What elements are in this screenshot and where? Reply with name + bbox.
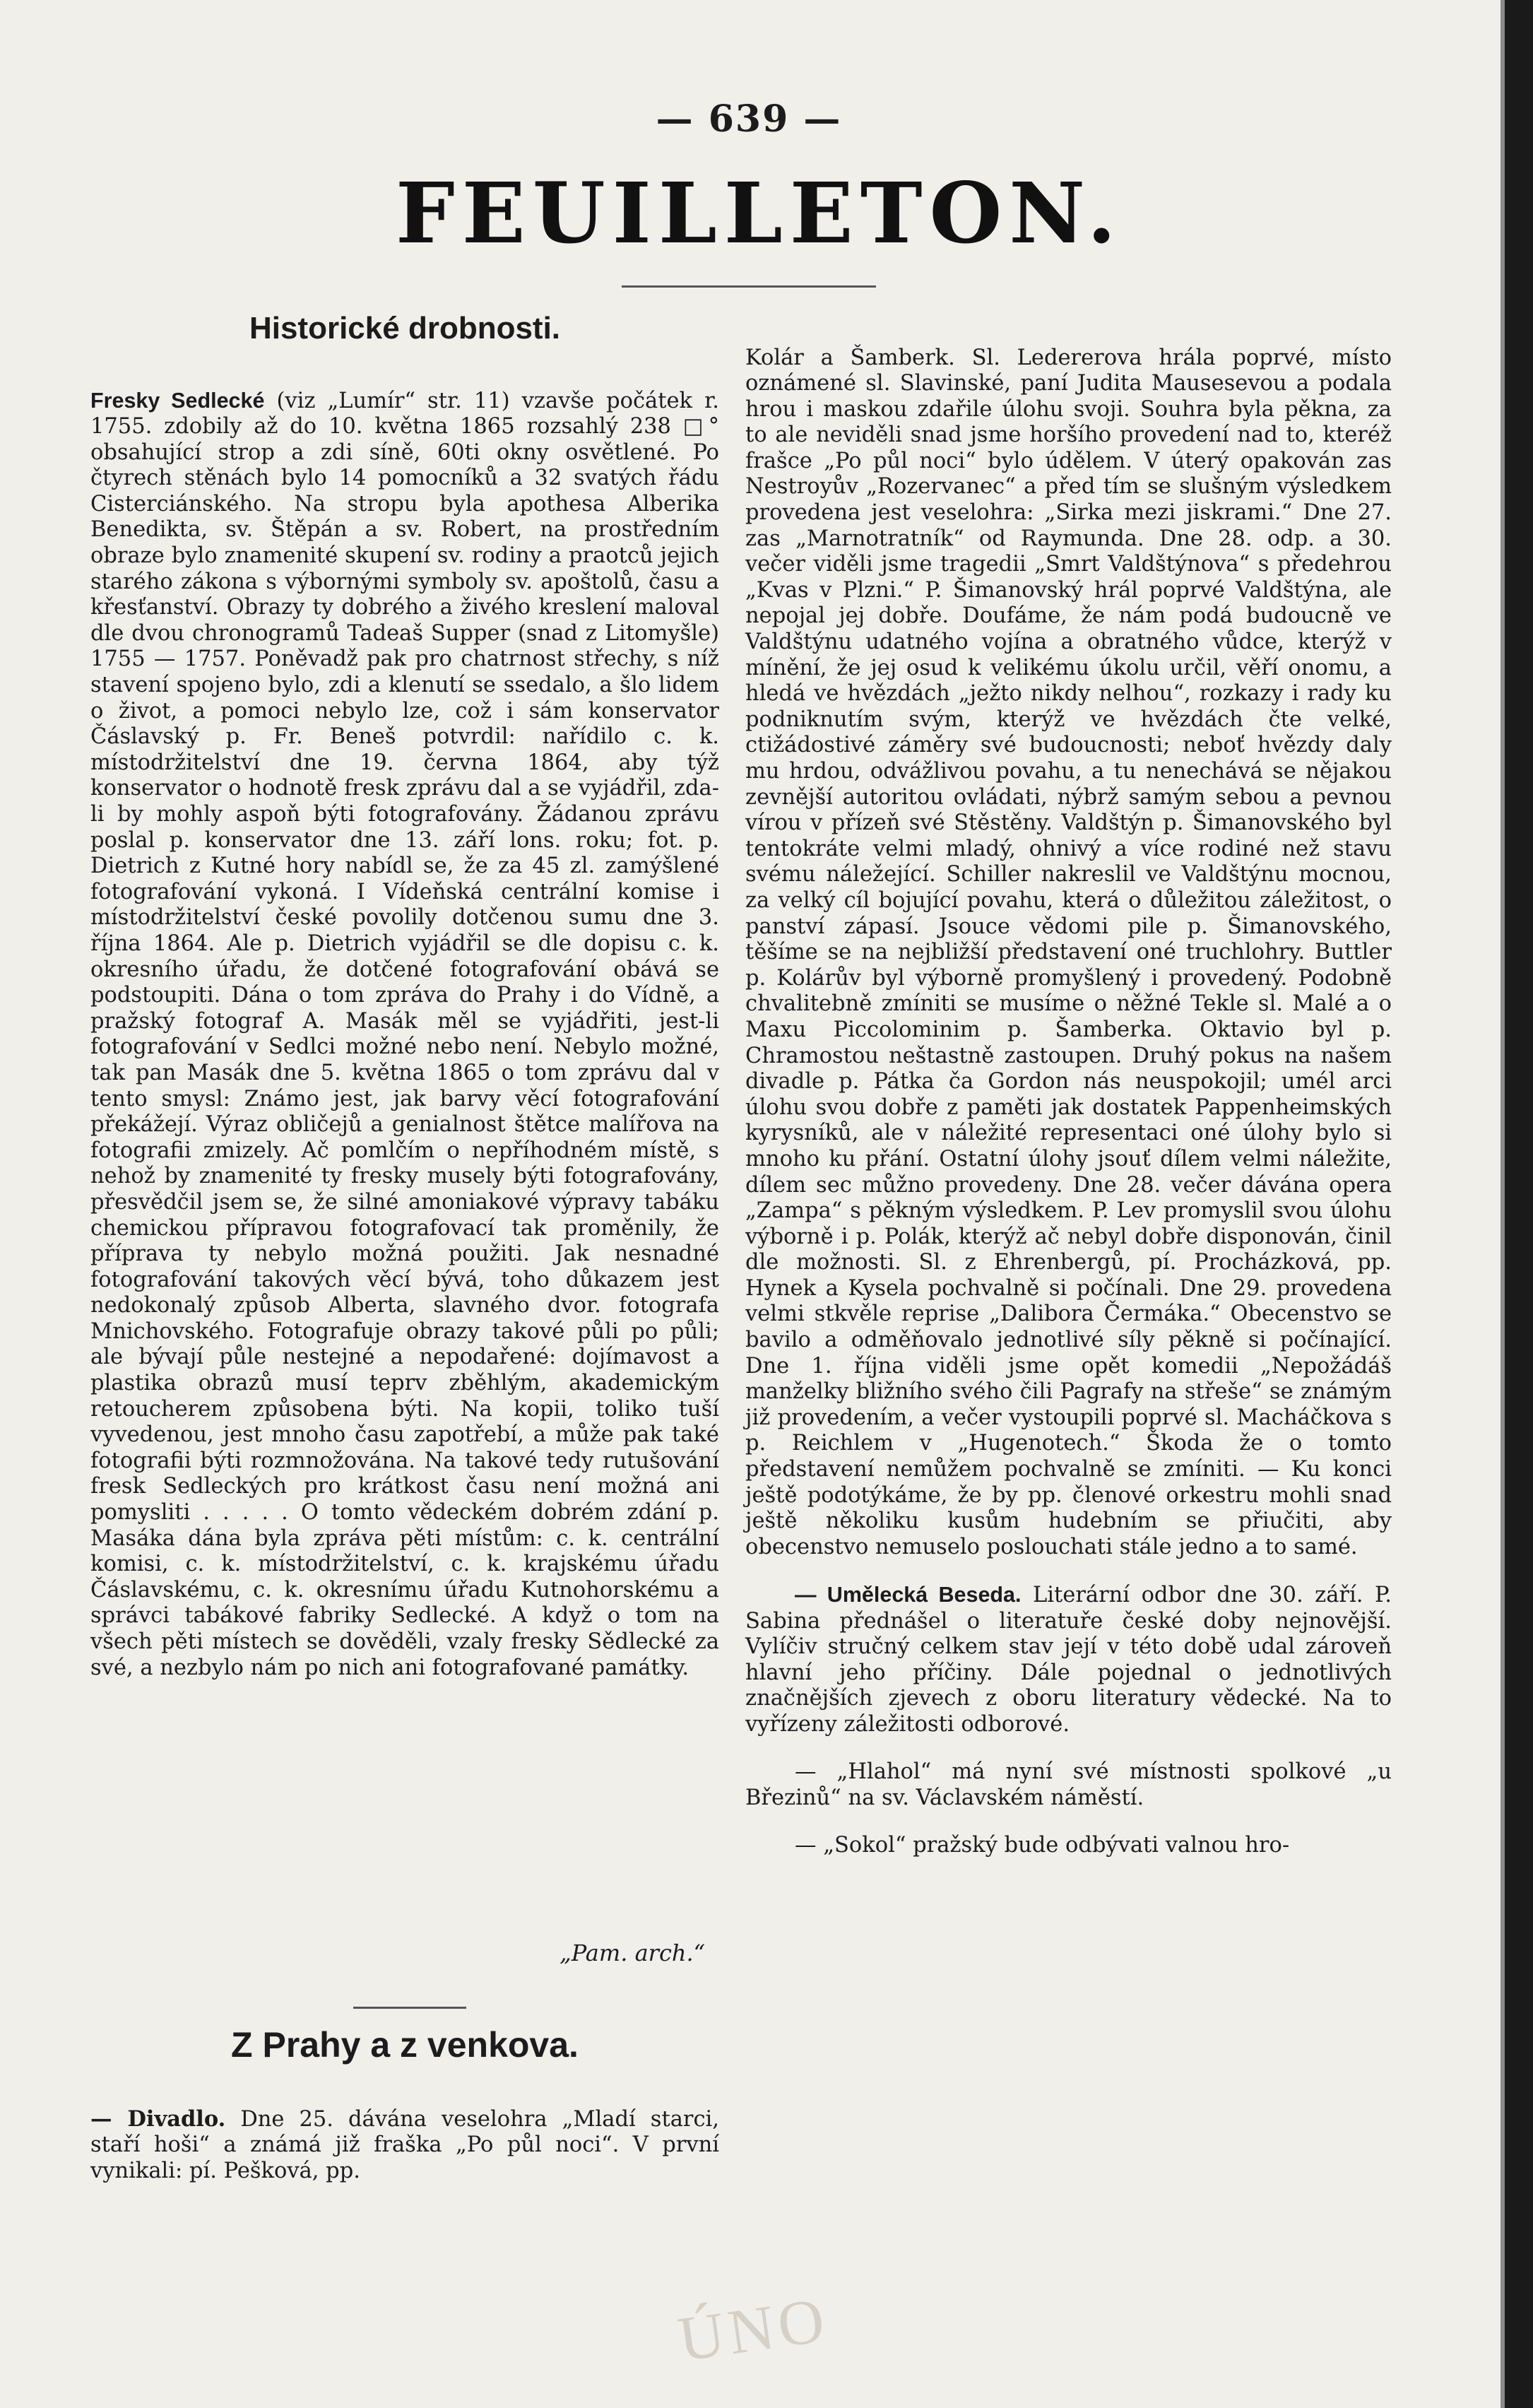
page-number: — 639 — (656, 98, 842, 141)
article-signature: „Pam. arch.“ (560, 1940, 705, 1966)
faded-stamp: ÚNO (674, 2284, 833, 2375)
article-paragraph-hlahol: — „Hlahol“ má nyní své místnosti spolkové „u Březinů“ na sv. Václavském náměstí. (745, 1759, 1392, 1810)
article-lead-fresky: Fresky Sedlecké (90, 388, 265, 413)
article-lead-umelecka-beseda: — Umělecká Beseda. (795, 1582, 1022, 1607)
article-paragraph-beseda (745, 1582, 1392, 1738)
article-historicke-drobnosti-body (90, 366, 719, 1703)
article-heading-historicke-drobnosti: Historické drobnosti. (249, 311, 561, 346)
article-divadlo-start (90, 2084, 719, 2206)
article-text-divadlo-left: Dne 25. dávána veselohra „Mladí starci, staří hoši“ a známá již fraška „Po půl noci“. V první vynikali: pí. Pešková, pp. (90, 2106, 719, 2183)
article-text-umelecka-beseda: Literární odbor dne 30. září. P. Sabina přednášel o literatuře české doby nejnovější. Vylíčiv stručný celkem stav její v této době udal zároveň hlavní jeho příčiny. Dále pojednal o jednotlivých značnějších zjevech z oboru literatury vědecké. Na to vyřízeny záležitosti odborové. (745, 1582, 1392, 1737)
article-paragraph-sokol: — „Sokol“ pražský bude odbývati valnou hro- (795, 1832, 1290, 1858)
article-text-divadlo-right: Kolár a Šamberk. Sl. Ledererova hrála poprvé, místo oznámené sl. Slavinské, paní Judita Mausesevou a podala hrou i maskou zdařile úlohu svoji. Souhra byla pěkna, za to ale neviděli snad jsme horšího provedení nad to, kteréž frašce „Po půl noci“ bylo údělem. V úterý opakován zas Nestroyův „Rozervanec“ a před tím se slušným výsledkem provedena jest veselohra: „Sirka mezi jiskrami.“ Dne 27. zas „Marnotratník“ od Raymunda. Dne 28. odp. a 30. večer viděli jsme tragedii „Smrt Valdštýnova“ s předehrou „Kvas v Plzni.“ P. Šimanovský hrál poprvé Valdštýna, ale nepojal jej dobře. Doufáme, že nám podá budoucně ve Valdštýnu udatného vojína a obratného vůdce, kterýž v mínění, že jej osud k velikému úkolu určil, věří onomu, a hledá ve hvězdách „ježto nikdy nelhou“, rozkazy i rady ku podniknutím svým, kterýž ve hvězdách čte velké, ctižádostivé záměry své budoucnosti; neboť hvězdy daly mu hrdou, odvážlivou povahu, a tu nenechává se nějakou zevnější autoritou ovládati, nýbrž samým sebou a pevnou vírou v přízeň své Stěstěny. Valdštýn p. Šimanovského byl tentokráte velmi mladý, ohnivý a více rodiné než stavu svému náležející. Schiller nakreslil ve Valdštýnu mocnou, za velký cíl bojující povahu, která o důležitou záležitost, o panství zápasí. Jsouce vědomi pile p. Šimanovského, těšíme se na nejbližší představení oné truchlohry. Buttler p. Kolárův byl výborně promyšlený i provedený. Podobně chvalitebně zmíniti se musíme o něžné Tekle sl. Malé a o Maxu Piccolominim p. Šamberka. Oktavio byl p. Chramostou neštastně zastoupen. Druhý pokus na našem divadle p. Pátka ča Gordon nás neuspokojil; umél arci úlohu svou dobře z paměti jak dostatek Pappenheimských kyrysníků, ale v náležité representaci oné úlohy bylo si mnoho ku přání. Ostatní úlohy jsouť dílem velmi náležite, dílem sec můžno provedeny. Dne 28. večer dávána opera „Zampa“ s pěkným výsledkem. P. Lev promyslil svou úlohu výborně i p. Polák, kterýž ač nebyl dobře disponován, činil dle možnosti. Sl. z Ehrenbergů, pí. Procházková, pp. Hynek a Kysela pochvalně si počínali. Dne 29. provedena velmi stkvěle reprise „Dalibora Čermáka.“ Obecenstvo se bavilo a odměňovalo jednotlivé síly pěkně si počínající. Dne 1. října viděli jsme opět komedii „Nepožádáš manželky bližního svého čili Pagrafy na střeše“ se známým již provedením, a večer vystoupili poprvé sl. Macháčkova s p. Reichlem v „Hugenotech.“ Škoda že o tomto představení nemůžem pochvalně se zmíniti. — Ku konci ještě podotýkáme, že by pp. členové orkestru mohli snad ještě několiku kusům hudebním se přiučiti, aby obecenstvo nemuselo poslouchati stále jedno a to samé. (745, 345, 1392, 1559)
article-paragraph (90, 2106, 719, 2185)
page-edge-dark (1505, 0, 1533, 2408)
article-heading-z-prahy: Z Prahy a z venkova. (231, 2025, 579, 2065)
masthead-title: FEUILLETON. (396, 164, 1123, 262)
article-lead-divadlo: — Divadlo. (90, 2106, 226, 2132)
right-column (745, 324, 1392, 1880)
article-paragraph (90, 388, 719, 1682)
section-divider (353, 2007, 466, 2009)
masthead-rule (622, 285, 876, 288)
article-text-fresky: (viz „Lumír“ str. 11) vzavše počátek r. 1755. zdobily až do 10. května 1865 rozsahlý 238 □° obsahující strop a zdi síně, 60ti okny osvětlené. Po čtyrech stěnách bylo 14 pomocníků a 32 svatých řádu Cisterciánského. Na stropu byla apothesa Alberika Benedikta, sv. Štěpán a sv. Robert, na prostředním obraze bylo znamenité skupení sv. rodiny a praotců jejich starého zákona s výbornými symboly sv. apoštolů, času a křesťanství. Obrazy ty dobrého a živého kreslení maloval dle dvou chronogramů Tadeaš Supper (snad z Litomyšle) 1755 — 1757. Poněvadž pak pro chatrnost střechy, s níž stavení spojeno bylo, zdi a klenutí se ssedalo, a šlo lidem o život, a pomoci nebylo lze, což i sám konservator Čáslavský p. Fr. Beneš potvrdil: nařídilo c. k. místodržitelství dne 19. června 1864, aby týž konservator o hodnotě fresk zprávu dal a se vyjádřil, zda-li by mohly aspoň býti fotografovány. Žádanou zprávu poslal p. konservator dne 13. září lons. roku; fot. p. Dietrich z Kutné hory nabídl se, že za 45 zl. zamýšlené fotografování vykoná. I Vídeňská centrální komise i místodržitelství české povolily dotčenou sumu dne 3. října 1864. Ale p. Dietrich vyjádřil se dle dopisu c. k. okresního úřadu, že dotčené fotografování obává se podstoupiti. Dána o tom zpráva do Prahy i do Vídně, a pražský fotograf A. Masák měl se vyjádřiti, jest-li fotografování v Sedlci možné nebo není. Nebylo možné, tak pan Masák dne 5. května 1865 o tom zprávu dal v tento smysl: Známo jest, jak barvy věcí fotografování překážejí. Výraz obličejů a genialnost štětce malířova na fotografii zmizely. Ač pomlčím o nepříhodném místě, s nehož by znamenité ty fresky musely býti fotografovány, přesvědčil jsem se, že silné amoniakové výpravy tabáku chemickou přípravou fotografovací tak proměnily, že příprava ty nebylo možná použiti. Jak nesnadné fotografování takových věcí bývá, toho důkazem jest nedokonalý způsob Alberta, slavného dvor. fotografa Mnichovského. Fotografuje obrazy takové půli po půli; ale bývají půle nestejné a nepodařené: dojímavost a plastika obrazů musí teprv zběhlým, akademickým retoucherem způsobena býti. Na kopii, toliko tuší vyvedenou, jest mnoho času zapotřebí, a může pak také fotografii býti rozmnožována. Na takové tedy rutušování fresk Sedleckých pro krátkost času není možná ani pomysliti . . . . . O tomto vědeckém dobrém zdání p. Masáka dána byla zpráva pěti místům: c. k. centrální komisi, c. k. místodržitelství, c. k. krajskému úřadu Čáslavskému, c. k. okresnímu úřadu Kutnohorskému a správci tabákové fabriky Sedlecké. A když o tom na všech pěti místech se dověděli, vzaly fresky Sědlecké za své, a nezbylo nám po nich ani fotografované památky. (90, 388, 719, 1680)
